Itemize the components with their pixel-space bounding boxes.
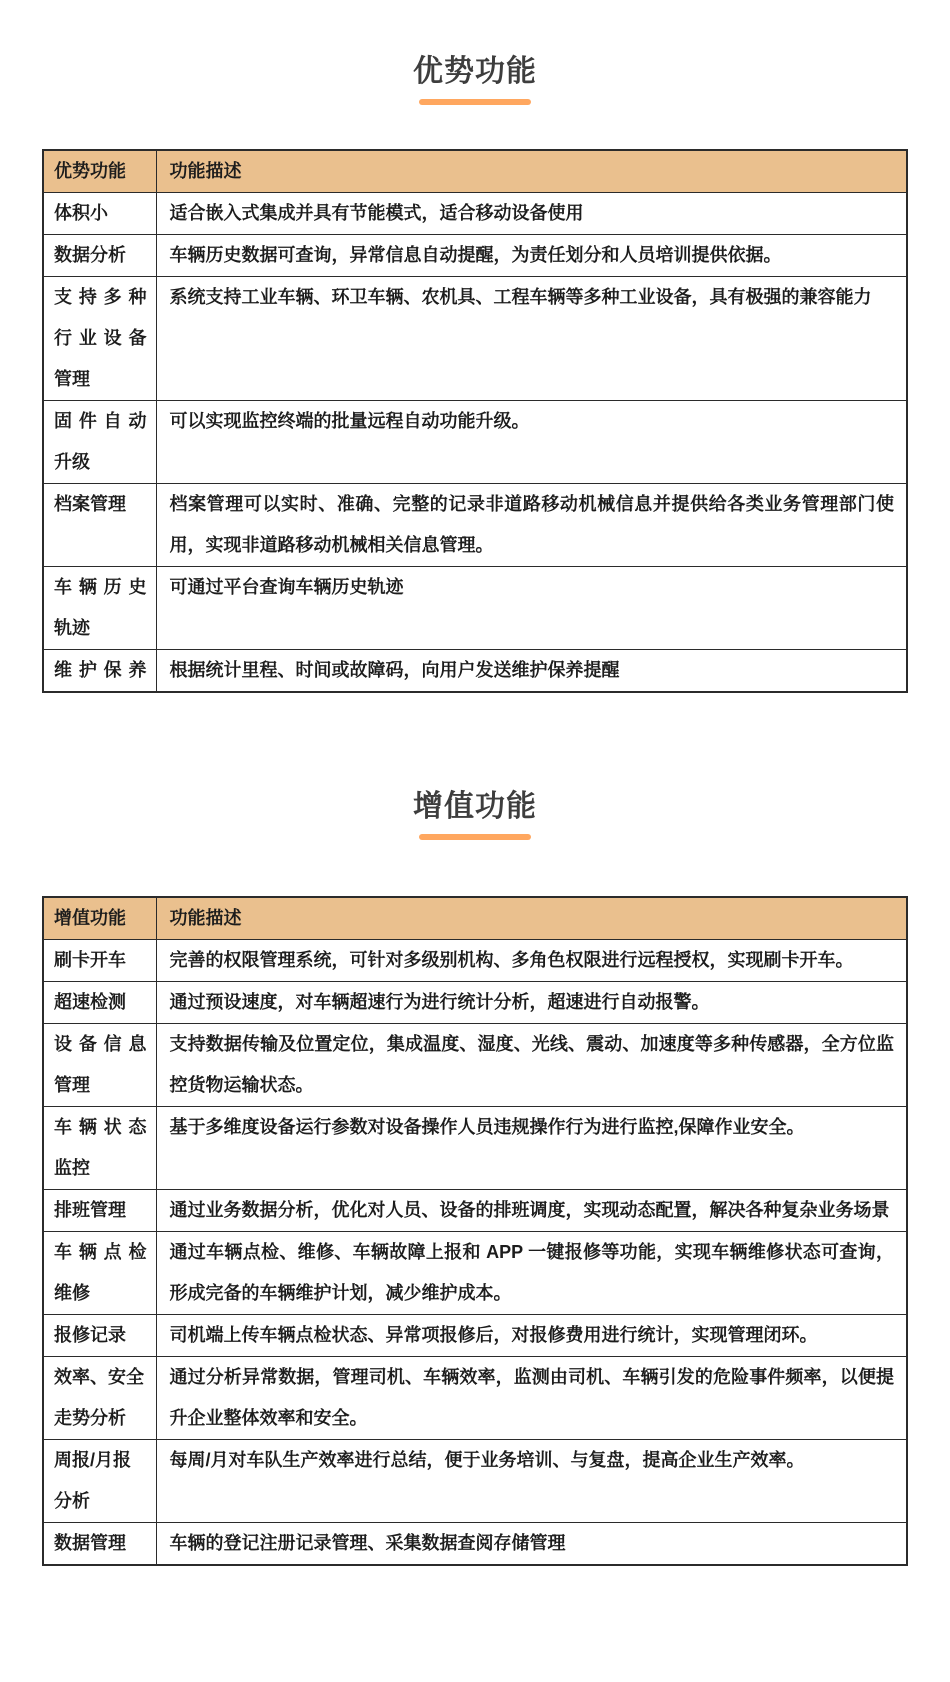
feature-name-line: 维护保养	[54, 660, 147, 680]
feature-name-line: 数据管理	[54, 1533, 126, 1553]
feature-name-cell	[43, 484, 156, 567]
feature-name-line: 数据分析	[54, 245, 126, 265]
feature-name-cell	[43, 940, 156, 982]
feature-name-cell	[43, 1107, 156, 1190]
feature-name-line: 支持多种	[54, 287, 147, 307]
table-row	[43, 650, 907, 693]
section-advantage-features	[0, 0, 950, 693]
feature-name-cell	[43, 1523, 156, 1566]
table-row	[43, 484, 907, 567]
table-row	[43, 1107, 907, 1190]
feature-description-cell: 可以实现监控终端的批量远程自动功能升级。	[156, 401, 907, 484]
feature-name-line: 监控	[54, 1158, 90, 1178]
feature-name-line: 档案管理	[54, 494, 126, 514]
feature-description-cell: 适合嵌入式集成并具有节能模式，适合移动设备使用	[156, 193, 907, 235]
feature-name-line: 维修	[54, 1283, 90, 1303]
feature-name-line: 体积小	[54, 203, 108, 223]
table-row	[43, 193, 907, 235]
feature-description-cell: 系统支持工业车辆、环卫车辆、农机具、工程车辆等多种工业设备，具有极强的兼容能力	[156, 277, 907, 401]
column-header-feature: 增值功能	[43, 897, 156, 940]
feature-name-line: 周报/月报	[54, 1450, 132, 1470]
feature-name-cell	[43, 277, 156, 401]
feature-name-line: 固件自动	[54, 411, 147, 431]
feature-name-line: 刷卡开车	[54, 950, 126, 970]
advantage-features-table	[42, 149, 908, 693]
feature-description-cell: 根据统计里程、时间或故障码，向用户发送维护保养提醒	[156, 650, 907, 693]
feature-description-cell: 每周/月对车队生产效率进行总结，便于业务培训、与复盘，提高企业生产效率。	[156, 1440, 907, 1523]
feature-name-line: 行业设备	[54, 328, 147, 348]
table-row	[43, 1523, 907, 1566]
feature-description-cell: 通过分析异常数据，管理司机、车辆效率，监测由司机、车辆引发的危险事件频率，以便提升企业整体效率和安全。	[156, 1357, 907, 1440]
feature-name-line: 效率、安全	[54, 1367, 144, 1387]
feature-name-line: 升级	[54, 452, 90, 472]
feature-description-cell: 档案管理可以实时、准确、完整的记录非道路移动机械信息并提供给各类业务管理部门使用，实现非道路移动机械相关信息管理。	[156, 484, 907, 567]
feature-name-line: 设备信息	[54, 1034, 147, 1054]
feature-description-cell: 基于多维度设备运行参数对设备操作人员违规操作行为进行监控,保障作业安全。	[156, 1107, 907, 1190]
table-row	[43, 1024, 907, 1107]
feature-name-line: 分析	[54, 1491, 90, 1511]
table-header-row	[43, 150, 907, 193]
column-header-description: 功能描述	[156, 150, 907, 193]
title-underline	[419, 99, 531, 105]
table-row	[43, 940, 907, 982]
table-row	[43, 567, 907, 650]
feature-name-cell	[43, 1440, 156, 1523]
table-row	[43, 982, 907, 1024]
value-added-features-title: 增值功能	[413, 790, 537, 823]
feature-name-cell	[43, 401, 156, 484]
feature-name-line: 车辆历史	[54, 577, 147, 597]
table-row	[43, 277, 907, 401]
feature-description-cell: 支持数据传输及位置定位，集成温度、湿度、光线、震动、加速度等多种传感器，全方位监控货物运输状态。	[156, 1024, 907, 1107]
feature-name-line: 超速检测	[54, 992, 126, 1012]
table-row	[43, 1440, 907, 1523]
feature-name-line: 轨迹	[54, 618, 90, 638]
column-header-description: 功能描述	[156, 897, 907, 940]
value-added-features-table	[42, 896, 908, 1566]
section-value-added-features	[0, 693, 950, 1566]
table-header-row	[43, 897, 907, 940]
feature-description-cell: 司机端上传车辆点检状态、异常项报修后，对报修费用进行统计，实现管理闭环。	[156, 1315, 907, 1357]
column-header-feature: 优势功能	[43, 150, 156, 193]
feature-name-cell	[43, 650, 156, 693]
feature-description-cell: 通过业务数据分析，优化对人员、设备的排班调度，实现动态配置，解决各种复杂业务场景	[156, 1190, 907, 1232]
feature-name-cell	[43, 1024, 156, 1107]
feature-name-line: 车辆点检	[54, 1242, 147, 1262]
table-row	[43, 401, 907, 484]
feature-name-line: 报修记录	[54, 1325, 126, 1345]
feature-description-cell: 通过车辆点检、维修、车辆故障上报和 APP 一键报修等功能，实现车辆维修状态可查询，形成完备的车辆维护计划，减少维护成本。	[156, 1232, 907, 1315]
table-row	[43, 1190, 907, 1232]
feature-name-cell	[43, 982, 156, 1024]
feature-name-cell	[43, 1232, 156, 1315]
feature-description-cell: 车辆历史数据可查询，异常信息自动提醒，为责任划分和人员培训提供依据。	[156, 235, 907, 277]
title-underline	[419, 834, 531, 840]
feature-description-cell: 车辆的登记注册记录管理、采集数据查阅存储管理	[156, 1523, 907, 1566]
feature-name-line: 车辆状态	[54, 1117, 147, 1137]
feature-name-cell	[43, 567, 156, 650]
table-row	[43, 1357, 907, 1440]
feature-name-cell	[43, 1357, 156, 1440]
feature-name-cell	[43, 193, 156, 235]
feature-description-cell: 通过预设速度，对车辆超速行为进行统计分析，超速进行自动报警。	[156, 982, 907, 1024]
feature-name-line: 管理	[54, 369, 90, 389]
feature-name-cell	[43, 1315, 156, 1357]
table-row	[43, 235, 907, 277]
feature-name-cell	[43, 1190, 156, 1232]
feature-name-line: 管理	[54, 1075, 90, 1095]
feature-name-line: 走势分析	[54, 1408, 126, 1428]
feature-name-cell	[43, 235, 156, 277]
feature-description-cell: 可通过平台查询车辆历史轨迹	[156, 567, 907, 650]
feature-description-cell: 完善的权限管理系统，可针对多级别机构、多角色权限进行远程授权，实现刷卡开车。	[156, 940, 907, 982]
table-row	[43, 1315, 907, 1357]
advantage-features-title: 优势功能	[413, 55, 537, 88]
feature-name-line: 排班管理	[54, 1200, 126, 1220]
table-row	[43, 1232, 907, 1315]
